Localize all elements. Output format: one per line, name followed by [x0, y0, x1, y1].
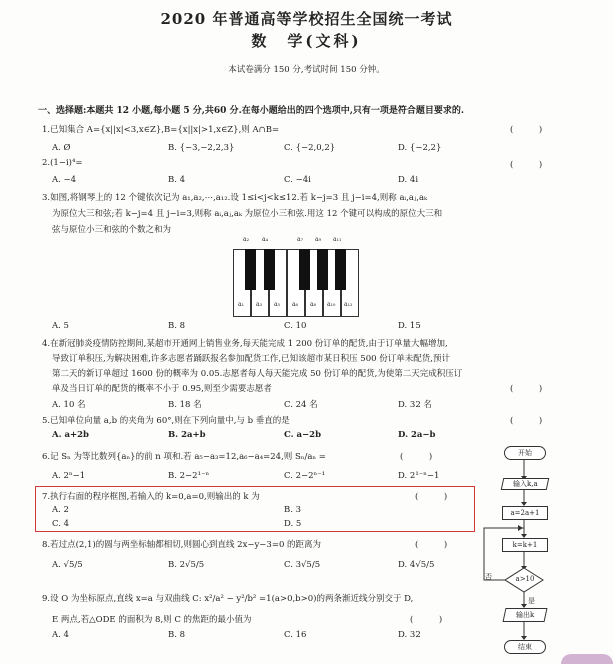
option-c: C. a−2b: [284, 430, 322, 440]
question-9-stem: E 两点,若△ODE 的面积为 8,则 C 的焦距的最小值为: [52, 615, 252, 625]
option-a: A. 10 名: [52, 400, 86, 410]
option-c: C. 16: [284, 630, 307, 640]
option-b: B. 3: [284, 505, 302, 515]
flowchart-output: [503, 608, 548, 622]
answer-paren: ( ): [400, 452, 433, 462]
question-6-stem: 6.记 Sₙ 为等比数列{aₙ}的前 n 项和.若 a₅−a₃=12,a₆−a₄=24,则 Sₙ/aₙ =: [42, 452, 326, 462]
option-d: D. 2¹⁻ⁿ−1: [398, 471, 440, 481]
question-3-stem: 3.如图,将钢琴上的 12 个键依次记为 a₁,a₂,⋯,a₁₂.设 1≤i<j<k≤12.若 k−j=3 且 j−i=4,则称 aᵢ,aⱼ,aₖ: [42, 193, 428, 203]
key-label: a₈: [310, 301, 316, 308]
option-c: C. {−2,0,2}: [284, 143, 336, 153]
option-a: A. √5/5: [52, 560, 83, 570]
flowchart-start: 开始: [504, 446, 546, 460]
flowchart-step: k=k+1: [502, 538, 548, 552]
question-4-stem: 第二天的新订单超过 1600 份的概率为 0.05.志愿者每人每天能完成 50 份订单的配货,为使第二天完成积压订: [52, 369, 463, 379]
option-d: D. 2a−b: [398, 430, 436, 440]
option-c: C. 2−2ⁿ⁻¹: [284, 471, 326, 481]
question-1-stem: 1.已知集合 A={x||x|<3,x∈Z},B={x||x|>1,x∈Z},则 A∩B=: [42, 125, 280, 135]
key-label: a₃: [256, 301, 262, 308]
key-label: a₁₂: [344, 301, 353, 308]
flowchart-end: 结束: [504, 640, 546, 654]
option-a: A. Ø: [52, 143, 71, 153]
key-label: a₁: [238, 301, 244, 308]
flowchart-step: a=2a+1: [502, 506, 548, 520]
option-b: B. 8: [168, 630, 186, 640]
key-label: a₂: [243, 236, 249, 243]
option-c: C. 10: [284, 321, 307, 331]
exam-note: 本试卷满分 150 分,考试时间 150 分钟。: [228, 65, 385, 75]
question-4-stem: 4.在新冠肺炎疫情防控期间,某超市开通网上销售业务,每天能完成 1 200 份订单的配货,由于订单量大幅增加,: [42, 339, 448, 349]
option-b: B. 4: [168, 175, 186, 185]
option-d: D. 4i: [398, 175, 419, 185]
section-heading: 一、选择题:本题共 12 小题,每小题 5 分,共60 分.在每小题给出的四个选项中,只有一项是符合题目要求的.: [38, 106, 464, 116]
key-label: a₅: [274, 301, 280, 308]
option-a: A. 2ⁿ−1: [52, 471, 86, 481]
answer-paren: ( ): [510, 416, 543, 426]
option-d: D. 32: [398, 630, 421, 640]
flowchart-lines: [480, 440, 580, 664]
flowchart-condition: a>10: [515, 575, 535, 583]
key-label: a₁₁: [333, 236, 342, 243]
flowchart-output-label: 输出k: [515, 611, 535, 619]
answer-paren: ( ): [410, 615, 443, 625]
option-a: A. a+2b: [52, 430, 90, 440]
option-a: A. 2: [52, 505, 69, 515]
flowchart-input-label: 输入k,a: [512, 480, 538, 488]
answer-paren: ( ): [415, 540, 448, 550]
question-7-stem: 7.执行右面的程序框图,若输入的 k=0,a=0,则输出的 k 为: [42, 492, 260, 502]
option-c: C. −4i: [284, 175, 311, 185]
option-d: D. 32 名: [398, 400, 432, 410]
question-3-stem: 为原位大三和弦;若 k−j=4 且 j−i=3,则称 aᵢ,aⱼ,aₖ 为原位小三和弦.用这 12 个键可以构成的原位大三和: [52, 209, 443, 219]
option-b: B. 2√5/5: [168, 560, 205, 570]
flowchart-no-label: 否: [485, 573, 492, 581]
flowchart-yes-label: 是: [528, 597, 535, 605]
question-9-stem: 9.设 O 为坐标原点,直线 x=a 与双曲线 C: x²/a² − y²/b² =1(a>0,b>0)的两条渐近线分别交于 D,: [42, 594, 414, 604]
key-label: a₁₀: [327, 301, 336, 308]
key-label: a₆: [292, 301, 298, 308]
exam-subtitle: 数 学(文科): [251, 32, 362, 50]
exam-title: 2020 年普通高等学校招生全国统一考试: [160, 10, 453, 28]
option-d: D. 5: [284, 519, 302, 529]
key-label: a₉: [315, 236, 321, 243]
option-c: C. 3√5/5: [284, 560, 321, 570]
option-b: B. {−3,−2,2,3}: [168, 143, 235, 153]
option-b: B. 2a+b: [168, 430, 206, 440]
question-5-stem: 5.已知单位向量 a,b 的夹角为 60°,则在下列向量中,与 b 垂直的是: [42, 416, 290, 426]
flowchart-input: [501, 478, 550, 490]
option-a: A. 5: [52, 321, 69, 331]
option-d: D. 4√5/5: [398, 560, 435, 570]
option-b: B. 2−2¹⁻ⁿ: [168, 471, 210, 481]
question-4-stem: 单及当日订单的配货的概率不小于 0.95,则至少需要志愿者: [52, 384, 272, 394]
question-8-stem: 8.若过点(2,1)的圆与两坐标轴都相切,则圆心到直线 2x−y−3=0 的距离为: [42, 540, 322, 550]
question-3-stem: 弦与原位小三和弦的个数之和为: [52, 225, 172, 235]
option-a: A. −4: [52, 175, 77, 185]
selection-handle[interactable]: [561, 654, 613, 664]
key-label: a₇: [297, 236, 303, 243]
option-c: C. 4: [52, 519, 70, 529]
answer-paren: ( ): [510, 384, 543, 394]
option-b: B. 18 名: [168, 400, 202, 410]
question-2-stem: 2.(1−i)⁴=: [42, 158, 83, 168]
option-d: D. 15: [398, 321, 421, 331]
option-c: C. 24 名: [284, 400, 318, 410]
option-b: B. 8: [168, 321, 186, 331]
option-a: A. 4: [52, 630, 69, 640]
answer-paren: ( ): [510, 160, 543, 170]
option-d: D. {−2,2}: [398, 143, 442, 153]
answer-paren: ( ): [510, 125, 543, 135]
key-label: a₄: [262, 236, 268, 243]
question-4-stem: 导致订单积压,为解决困难,许多志愿者踊跃报名参加配货工作,已知该超市某日积压 500 份订单未配货,预计: [52, 354, 450, 364]
answer-paren: ( ): [415, 492, 448, 502]
